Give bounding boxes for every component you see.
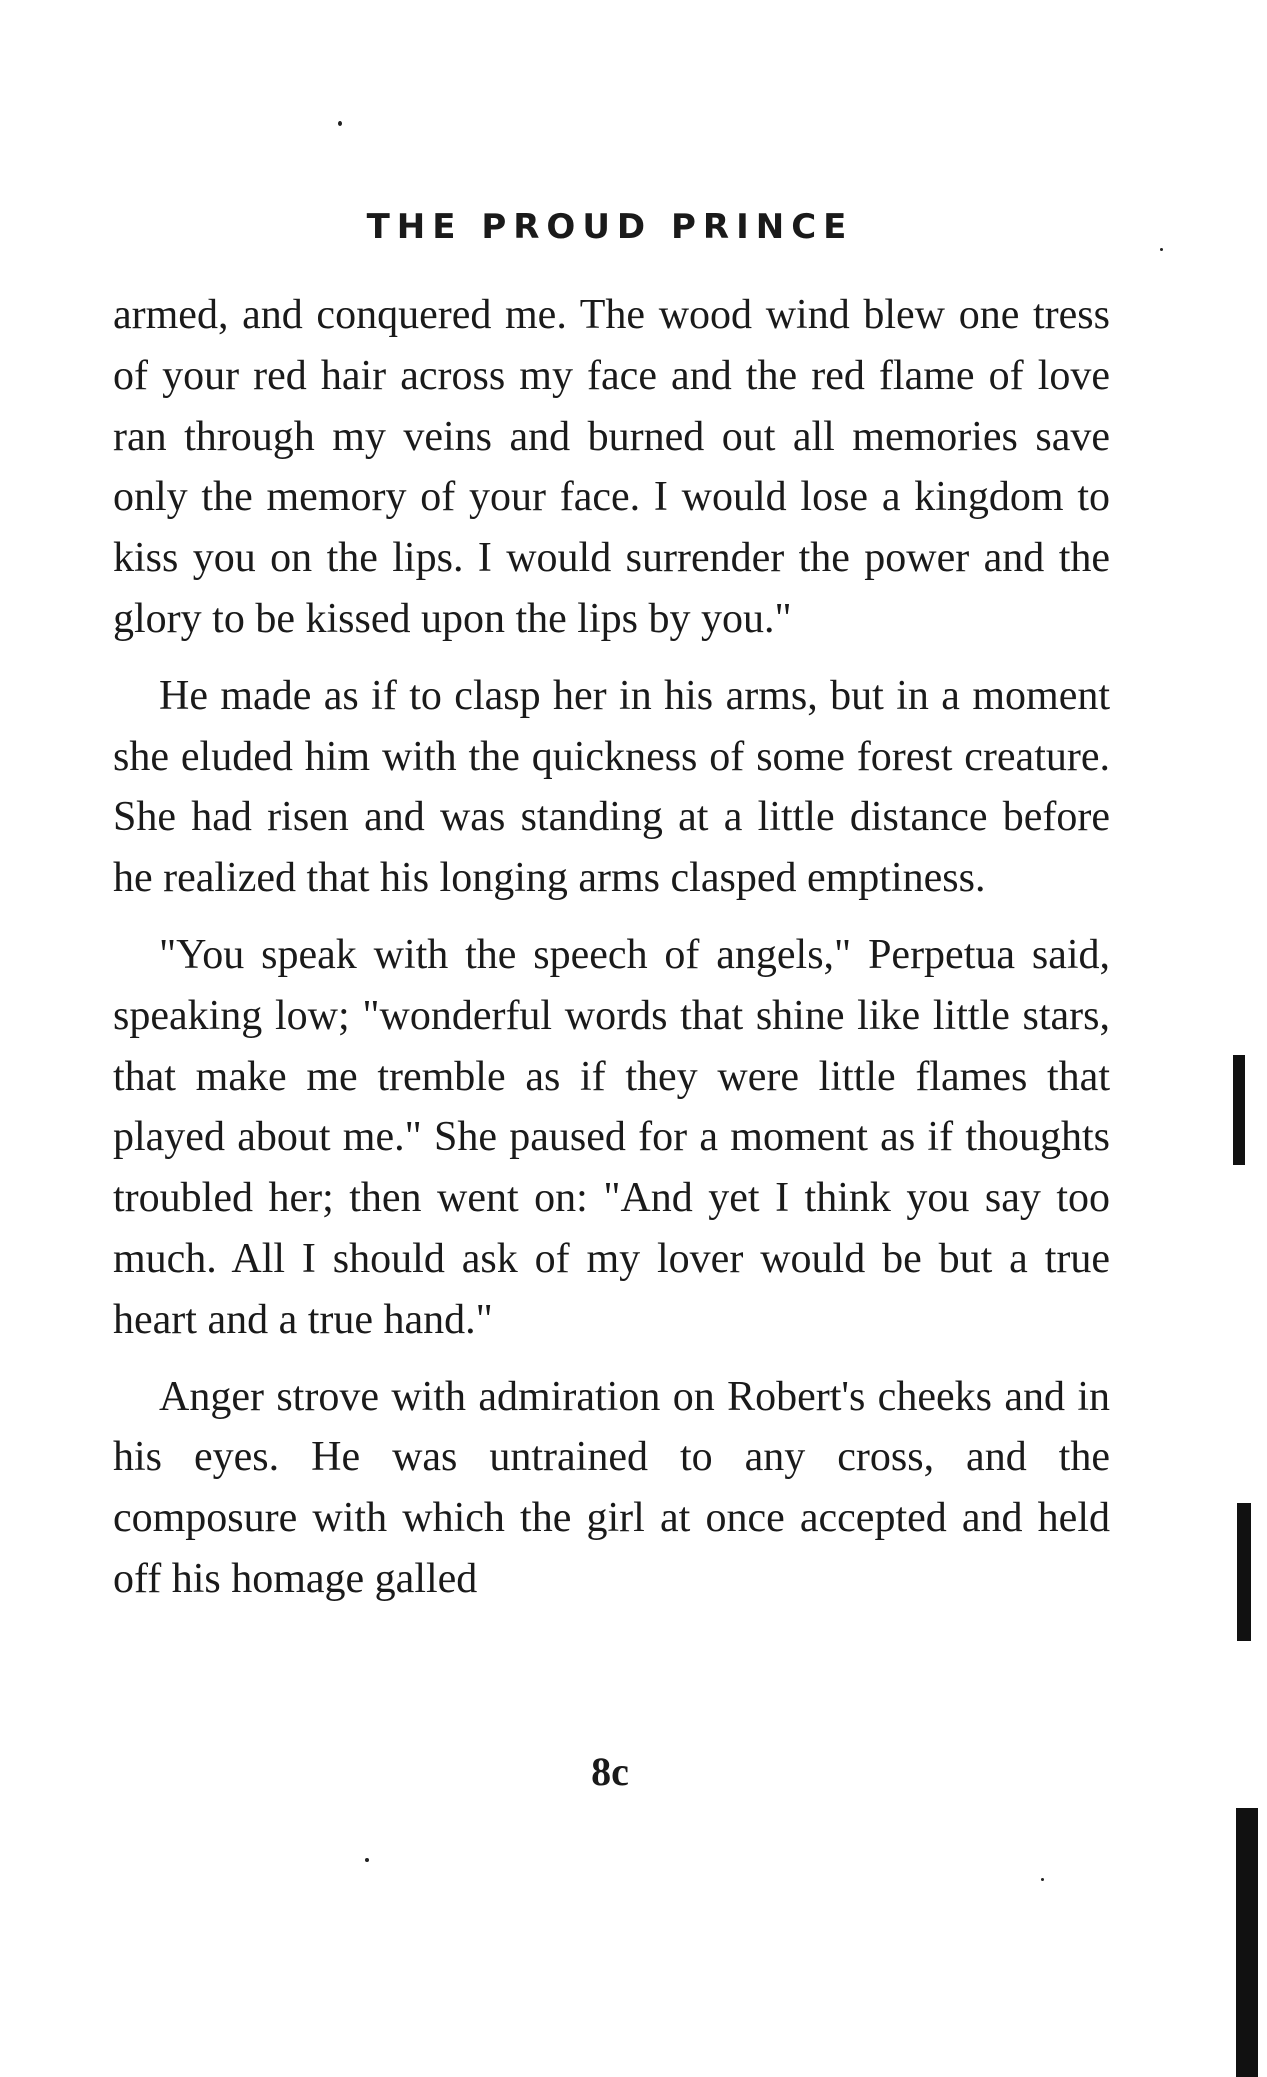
page-edge-mark [1233,1055,1245,1165]
text-line: moment she eluded him with the quickness of [113,672,1111,780]
text-line: glory to be kissed upon the lips by you." [113,595,792,642]
text-line: any cross, and the composure with which the girl [113,1434,1110,1542]
text-line: as if they were little flames that played about [113,1053,1110,1161]
ink-speck [1041,1878,1044,1881]
text-line: one tress of your red hair across my face and the [113,292,1110,399]
paragraph [113,1367,1110,1610]
page-number: 8c [591,1749,629,1794]
body-text [113,285,1110,1610]
page-edge-mark [1237,1503,1251,1641]
page-edge-mark [1236,1808,1258,2077]
text-line: some forest creature. She had risen and was [113,733,1110,841]
ink-speck [1160,248,1163,251]
text-line: face. I would lose a kingdom to kiss you on [113,474,1111,582]
paragraph [113,666,1110,909]
text-line: you say too much. All I should ask of my lover [113,1175,1111,1282]
text-line: armed, and conquered me. The wood wind blew [113,292,946,338]
text-line: me." She paused for a moment as if thoughts [342,1114,1111,1161]
text-line: troubled her; then went on: "And yet I think [113,1175,891,1222]
text-line: He made as if to clasp her in his arms, but in a [159,672,960,719]
ink-speck [338,121,342,126]
text-line: Perpetua said, speaking low; "wonderful words [113,931,1111,1039]
text-line: cheeks and in his eyes. He was untrained to [113,1373,1110,1481]
running-head: THE PROUD PRINCE [366,207,854,247]
text-line: standing at a little distance before he realized [113,794,1110,902]
text-line: out all memories save only the memory of your [113,413,1110,521]
text-line: "You speak with the speech of angels," [159,931,852,978]
text-line: at once accepted and held off his homage galled [113,1495,1110,1602]
text-line: red flame of love ran through my veins and burned [113,352,1111,460]
paragraph [113,285,1110,650]
paragraph [113,925,1110,1351]
ink-speck [365,1858,369,1862]
text-line: Anger strove with admiration on Robert's [159,1373,866,1420]
text-line: would be but a true heart and a true hand." [113,1235,1110,1343]
text-line: that shine like little stars, that make me tremble [113,992,1111,1100]
text-line: that his longing arms clasped emptiness. [306,855,986,902]
text-line: the lips. I would surrender the power and the [326,535,1111,582]
